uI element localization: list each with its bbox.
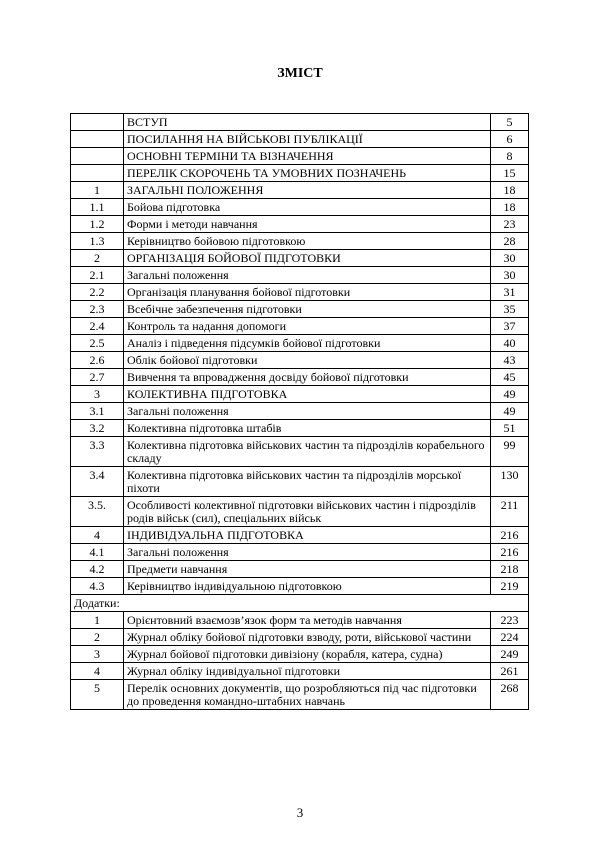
toc-page: 99 xyxy=(491,437,529,467)
toc-page: 224 xyxy=(491,629,529,646)
toc-number: 4 xyxy=(71,663,124,680)
toc-number: 4.3 xyxy=(71,578,124,595)
toc-title: Загальні положення xyxy=(124,544,491,561)
toc-number: 1 xyxy=(71,612,124,629)
toc-page: 49 xyxy=(491,403,529,420)
toc-row xyxy=(71,216,529,233)
toc-body xyxy=(71,114,529,710)
toc-title: Журнал обліку бойової підготовки взводу, роти, військової частини xyxy=(124,629,491,646)
toc-title: Загальні положення xyxy=(124,403,491,420)
toc-title: ПЕРЕЛІК СКОРОЧЕНЬ ТА УМОВНИХ ПОЗНАЧЕНЬ xyxy=(124,165,491,182)
toc-page: 15 xyxy=(491,165,529,182)
toc-title: Орієнтовний взаємозв’язок форм та методів навчання xyxy=(124,612,491,629)
toc-row xyxy=(71,646,529,663)
appendix-header-row xyxy=(71,595,529,612)
toc-number: 2 xyxy=(71,629,124,646)
toc-row xyxy=(71,497,529,527)
toc-page: 8 xyxy=(491,148,529,165)
toc-row xyxy=(71,420,529,437)
toc-number: 3 xyxy=(71,386,124,403)
toc-page: 30 xyxy=(491,267,529,284)
toc-page: 30 xyxy=(491,250,529,267)
toc-row xyxy=(71,403,529,420)
toc-title: ПОСИЛАННЯ НА ВІЙСЬКОВІ ПУБЛІКАЦІЇ xyxy=(124,131,491,148)
toc-title: Аналіз і підведення підсумків бойової підготовки xyxy=(124,335,491,352)
toc-title: ОСНОВНІ ТЕРМІНИ ТА ВІЗНАЧЕННЯ xyxy=(124,148,491,165)
toc-number: 1.1 xyxy=(71,199,124,216)
toc-title: Загальні положення xyxy=(124,267,491,284)
toc-row xyxy=(71,467,529,497)
toc-number: 1.3 xyxy=(71,233,124,250)
toc-number: 3.4 xyxy=(71,467,124,497)
toc-row xyxy=(71,318,529,335)
toc-row xyxy=(71,250,529,267)
toc-title: Форми і методи навчання xyxy=(124,216,491,233)
toc-number: 1 xyxy=(71,182,124,199)
toc-title: КОЛЕКТИВНА ПІДГОТОВКА xyxy=(124,386,491,403)
toc-page: 23 xyxy=(491,216,529,233)
toc-title: ОРГАНІЗАЦІЯ БОЙОВОЇ ПІДГОТОВКИ xyxy=(124,250,491,267)
toc-row xyxy=(71,352,529,369)
toc-number: 2.6 xyxy=(71,352,124,369)
toc-page: 223 xyxy=(491,612,529,629)
toc-row xyxy=(71,527,529,544)
toc-title: ВСТУП xyxy=(124,114,491,131)
page-number: 3 xyxy=(296,805,304,820)
toc-title: Вивчення та впровадження досвіду бойової підготовки xyxy=(124,369,491,386)
toc-number xyxy=(71,165,124,182)
toc-page: 216 xyxy=(491,544,529,561)
toc-title: Керівництво бойовою підготовкою xyxy=(124,233,491,250)
toc-number: 3.1 xyxy=(71,403,124,420)
toc-row xyxy=(71,437,529,467)
toc-number: 3.3 xyxy=(71,437,124,467)
toc-page: 5 xyxy=(491,114,529,131)
toc-title: Журнал бойової підготовки дивізіону (корабля, катера, судна) xyxy=(124,646,491,663)
toc-number: 2 xyxy=(71,250,124,267)
toc-title: Колективна підготовка військових частин та підрозділів морської піхоти xyxy=(124,467,491,497)
toc-page: 49 xyxy=(491,386,529,403)
toc-row xyxy=(71,663,529,680)
toc-row xyxy=(71,612,529,629)
toc-page: 43 xyxy=(491,352,529,369)
toc-page: 218 xyxy=(491,561,529,578)
toc-page: 37 xyxy=(491,318,529,335)
toc-row xyxy=(71,131,529,148)
toc-title: Облік бойової підготовки xyxy=(124,352,491,369)
toc-number: 2.3 xyxy=(71,301,124,318)
toc-number: 2.1 xyxy=(71,267,124,284)
toc-row xyxy=(71,369,529,386)
toc-row xyxy=(71,114,529,131)
toc-title: Бойова підготовка xyxy=(124,199,491,216)
toc-number: 4.2 xyxy=(71,561,124,578)
toc-number: 2.2 xyxy=(71,284,124,301)
toc-page: 249 xyxy=(491,646,529,663)
toc-row xyxy=(71,544,529,561)
toc-number: 1.2 xyxy=(71,216,124,233)
toc-number: 2.4 xyxy=(71,318,124,335)
toc-row xyxy=(71,148,529,165)
toc-page: 18 xyxy=(491,199,529,216)
toc-row xyxy=(71,284,529,301)
toc-row xyxy=(71,301,529,318)
toc-title: ЗАГАЛЬНІ ПОЛОЖЕННЯ xyxy=(124,182,491,199)
toc-title: ІНДИВІДУАЛЬНА ПІДГОТОВКА xyxy=(124,527,491,544)
toc-table xyxy=(70,113,529,710)
toc-page: 130 xyxy=(491,467,529,497)
toc-title: Особливості колективної підготовки військових частин і підрозділів родів військ (сил), спеціальних військ xyxy=(124,497,491,527)
toc-title: Предмети навчання xyxy=(124,561,491,578)
toc-title: Контроль та надання допомоги xyxy=(124,318,491,335)
toc-number xyxy=(71,114,124,131)
toc-row xyxy=(71,578,529,595)
toc-page: 45 xyxy=(491,369,529,386)
toc-page: 18 xyxy=(491,182,529,199)
toc-title: Колективна підготовка військових частин та підрозділів корабельного складу xyxy=(124,437,491,467)
toc-number: 2.5 xyxy=(71,335,124,352)
toc-row xyxy=(71,182,529,199)
toc-number: 3.2 xyxy=(71,420,124,437)
page-title: ЗМІСТ xyxy=(277,66,323,81)
toc-row xyxy=(71,199,529,216)
toc-page: 31 xyxy=(491,284,529,301)
toc-title: Колективна підготовка штабів xyxy=(124,420,491,437)
toc-row xyxy=(71,335,529,352)
toc-page: 51 xyxy=(491,420,529,437)
toc-page: 261 xyxy=(491,663,529,680)
toc-title: Всебічне забезпечення підготовки xyxy=(124,301,491,318)
toc-number xyxy=(71,131,124,148)
toc-page: 35 xyxy=(491,301,529,318)
toc-page: 6 xyxy=(491,131,529,148)
toc-number: 4 xyxy=(71,527,124,544)
toc-page: 219 xyxy=(491,578,529,595)
toc-title: Організація планування бойової підготовки xyxy=(124,284,491,301)
toc-number: 2.7 xyxy=(71,369,124,386)
toc-page: 216 xyxy=(491,527,529,544)
toc-row xyxy=(71,680,529,710)
toc-row xyxy=(71,386,529,403)
toc-title: Перелік основних документів, що розробляються під час підготовки до проведення командно-штабних навчань xyxy=(124,680,491,710)
toc-page: 40 xyxy=(491,335,529,352)
toc-row xyxy=(71,629,529,646)
toc-number: 4.1 xyxy=(71,544,124,561)
toc-number: 3.5. xyxy=(71,497,124,527)
toc-title: Керівництво індивідуальною підготовкою xyxy=(124,578,491,595)
toc-row xyxy=(71,233,529,250)
toc-page: 268 xyxy=(491,680,529,710)
toc-page: 28 xyxy=(491,233,529,250)
toc-number: 3 xyxy=(71,646,124,663)
toc-row xyxy=(71,561,529,578)
toc-title: Журнал обліку індивідуальної підготовки xyxy=(124,663,491,680)
toc-number xyxy=(71,148,124,165)
toc-page: 211 xyxy=(491,497,529,527)
appendix-label: Додатки: xyxy=(71,595,529,612)
toc-row xyxy=(71,267,529,284)
toc-row xyxy=(71,165,529,182)
toc-number: 5 xyxy=(71,680,124,710)
